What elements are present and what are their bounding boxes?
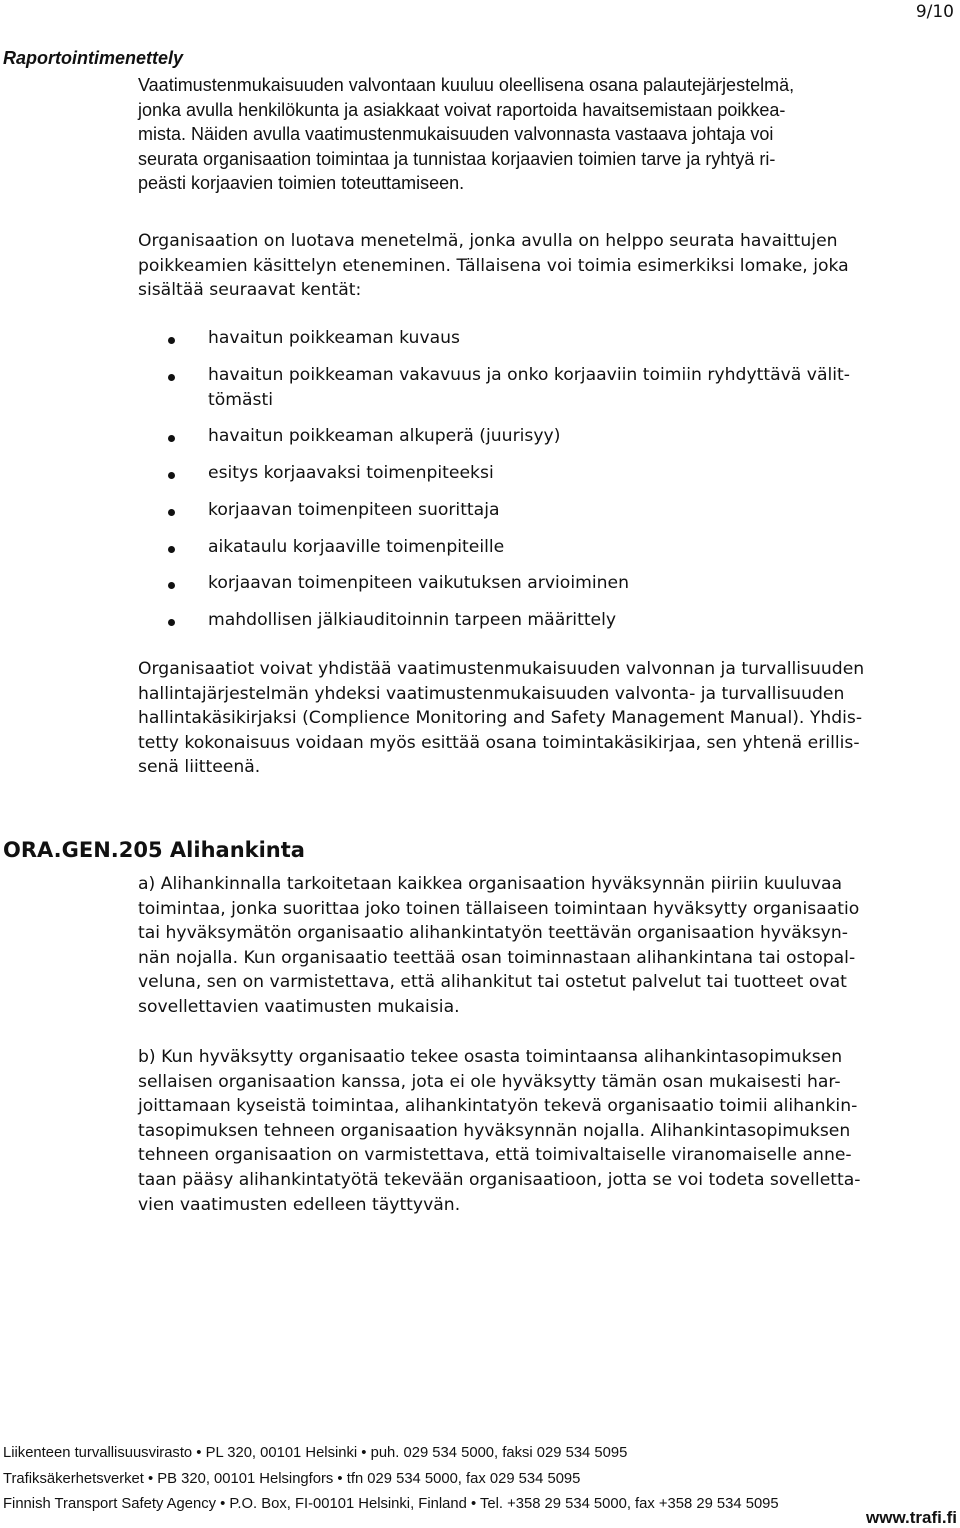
page-number: 9/10 <box>915 2 954 22</box>
subcontracting-paragraph-b <box>138 1045 954 1217</box>
text-line: Organisaatiot voivat yhdistää vaatimustenmukaisuuden valvonnan ja turvallisuuden <box>138 659 865 679</box>
bullet-icon <box>168 619 175 626</box>
text-line: tetty kokonaisuus voidaan myös esittää osana toimintakäsikirjaa, sen yhtenä erillis- <box>138 732 860 753</box>
subcontracting-paragraph-a <box>138 872 954 1020</box>
bullet-icon <box>168 582 175 589</box>
website-link[interactable]: www.trafi.fi <box>866 1508 957 1527</box>
text-line: hallintakäsikirjaksi (Complience Monitoring and Safety Management Manual). Yhdis- <box>138 708 863 729</box>
list-item-text: havaitun poikkeaman kuvaus <box>208 328 460 348</box>
text-line: jonka avulla henkilökunta ja asiakkaat voivat raportoida havaitsemistaan poikkea- <box>138 99 786 120</box>
bullet-icon <box>168 509 175 516</box>
footer-line-sv: Trafiksäkerhetsverket • PB 320, 00101 Helsingfors • tfn 029 534 5000, fax 029 534 5095 <box>3 1470 581 1487</box>
list-item-line: havaitun poikkeaman vakavuus ja onko korjaaviin toimiin ryhdyttävä välit- <box>208 365 850 385</box>
section-heading: ORA.GEN.205 Alihankinta <box>3 838 305 862</box>
text-line: sovellettavien vaatimusten mukaisia. <box>138 996 460 1017</box>
section-title: Raportointimenettely <box>3 48 184 68</box>
text-line: hallintajärjestelmän yhdeksi vaatimustenmukaisuuden valvonta- ja turvallisuuden <box>138 683 845 704</box>
text-line: peästi korjaavien toimien toteuttamiseen. <box>138 173 465 194</box>
footer-line-en: Finnish Transport Safety Agency • P.O. Box, FI-00101 Helsinki, Finland • Tel. +358 29 534 5000, fax +358 29 534 5095 <box>3 1496 779 1512</box>
text-line: tai hyväksymätön organisaatio alihankintatyön teettävän organisaation hyväksyn- <box>138 923 848 944</box>
text-line: sellaisen organisaation kanssa, jota ei ole hyväksytty tämän osan mukaisesti har- <box>138 1071 841 1092</box>
text-line: sisältää seuraavat kentät: <box>138 280 362 301</box>
footer-line-fi: Liikenteen turvallisuusvirasto • PL 320, 00101 Helsinki • puh. 029 534 5000, faksi 029 534 5095 <box>3 1445 628 1461</box>
text-line: Vaatimustenmukaisuuden valvontaan kuuluu oleellisena osana palautejärjestelmä, <box>138 75 795 95</box>
list-item-text: esitys korjaavaksi toimenpiteeksi <box>208 463 494 483</box>
list-item-text: mahdollisen jälkiauditoinnin tarpeen määrittely <box>208 610 617 630</box>
list-item-line: tömästi <box>208 389 273 410</box>
text-line: senä liitteenä. <box>138 757 261 778</box>
text-line: toimintaa, jonka suorittaa joko toinen tällaiseen toimintaan hyväksytty organisaatio <box>138 898 860 919</box>
text-line: poikkeamien käsittelyn eteneminen. Tällaisena voi toimia esimerkiksi lomake, joka <box>138 255 849 276</box>
intro-paragraph <box>138 73 954 196</box>
bullet-icon <box>168 435 175 442</box>
list-item-text: korjaavan toimenpiteen suorittaja <box>208 500 500 520</box>
tracking-paragraph <box>138 229 954 303</box>
list-item-text: aikataulu korjaaville toimenpiteille <box>208 537 505 557</box>
text-line: b) Kun hyväksytty organisaatio tekee osasta toimintaansa alihankintasopimuksen <box>138 1047 843 1067</box>
list-item-text: korjaavan toimenpiteen vaikutuksen arvioiminen <box>208 573 629 593</box>
list-item-text: havaitun poikkeaman alkuperä (juurisyy) <box>208 426 561 446</box>
bullet-icon <box>168 546 175 553</box>
text-line: seurata organisaation toimintaa ja tunnistaa korjaavien toimien tarve ja ryhtyä ri- <box>138 148 776 169</box>
text-line: Organisaation on luotava menetelmä, jonka avulla on helppo seurata havaittujen <box>138 231 838 251</box>
page-footer <box>3 1441 779 1518</box>
text-line: veluna, sen on varmistettava, että alihankitut tai ostetut palvelut tai tuotteet ovat <box>138 972 847 993</box>
combination-paragraph <box>138 657 954 780</box>
text-line: taan pääsy alihankintatyötä tekevään organisaatioon, jotta se voi todeta sovelletta- <box>138 1169 861 1190</box>
list-item-text <box>208 363 954 412</box>
text-line: tasopimuksen tehneen organisaation hyväksynnän nojalla. Alihankintasopimuksen <box>138 1120 851 1141</box>
text-line: mista. Näiden avulla vaatimustenmukaisuuden valvonnasta vastaava johtaja voi <box>138 124 774 145</box>
text-line: joittamaan kyseistä toimintaa, alihankintatyön tekevä organisaatio toimii alihankin- <box>138 1096 858 1117</box>
text-line: vien vaatimusten edelleen täyttyvän. <box>138 1194 461 1215</box>
text-line: tehneen organisaation on varmistettava, että toimivaltaiselle viranomaiselle anne- <box>138 1145 852 1166</box>
text-line: a) Alihankinnalla tarkoitetaan kaikkea organisaation hyväksynnän piiriin kuuluvaa <box>138 874 843 894</box>
bullet-icon <box>168 374 175 381</box>
bullet-icon <box>168 337 175 344</box>
bullet-icon <box>168 472 175 479</box>
text-line: nän nojalla. Kun organisaatio teettää osan toiminnastaan alihankintana tai ostopal- <box>138 947 856 968</box>
